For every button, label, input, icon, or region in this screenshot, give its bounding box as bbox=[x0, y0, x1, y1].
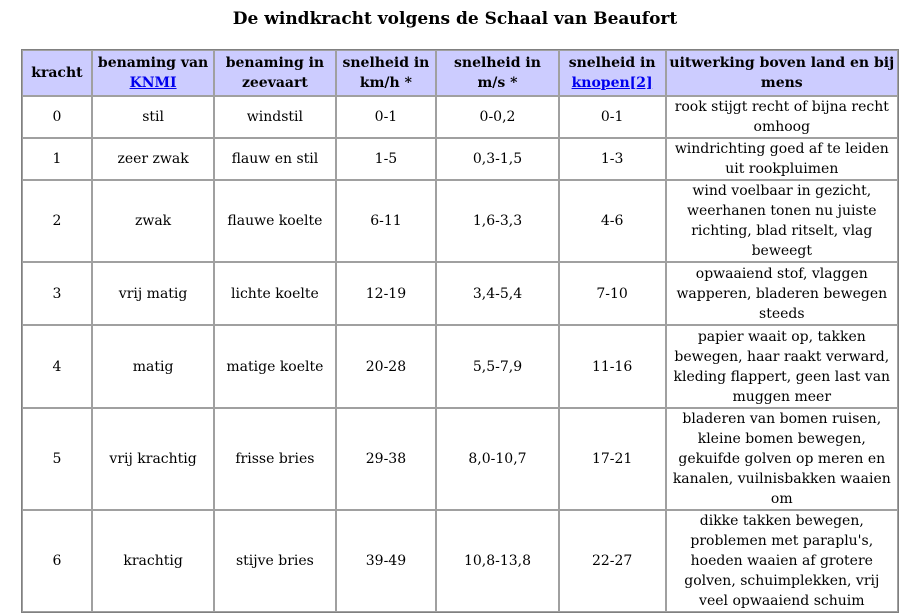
table-row bbox=[22, 325, 898, 408]
cell-kmh: 29-38 bbox=[336, 408, 437, 510]
cell-uitwerking: dikke takken bewegen, problemen met paraplu's, hoeden waaien af grotere golven, schuimplekken, vrij veel opwaaiend schuim bbox=[666, 510, 898, 612]
table-row bbox=[22, 96, 898, 138]
cell-uitwerking: windrichting goed af te leiden uit rookpluimen bbox=[666, 138, 898, 180]
cell-knopen: 22-27 bbox=[559, 510, 666, 612]
cell-knopen: 0-1 bbox=[559, 96, 666, 138]
cell-kmh: 0-1 bbox=[336, 96, 437, 138]
cell-kmh: 1-5 bbox=[336, 138, 437, 180]
cell-knopen: 17-21 bbox=[559, 408, 666, 510]
header-snelheid-knopen-label: snelheid in bbox=[568, 55, 656, 71]
table-caption: De windkracht volgens de Schaal van Beaufort bbox=[232, 9, 678, 29]
header-benaming-knmi bbox=[92, 50, 214, 96]
cell-knopen: 1-3 bbox=[559, 138, 666, 180]
cell-kracht: 5 bbox=[22, 408, 92, 510]
cell-ms: 3,4-5,4 bbox=[436, 262, 558, 325]
cell-kracht: 4 bbox=[22, 325, 92, 408]
cell-zeevaart: flauwe koelte bbox=[214, 180, 335, 262]
cell-ms: 8,0-10,7 bbox=[436, 408, 558, 510]
cell-knmi: krachtig bbox=[92, 510, 214, 612]
cell-kmh: 20-28 bbox=[336, 325, 437, 408]
cell-kracht: 0 bbox=[22, 96, 92, 138]
knopen-link[interactable]: knopen[2] bbox=[571, 75, 653, 91]
table-row bbox=[22, 510, 898, 612]
table-row bbox=[22, 138, 898, 180]
cell-knmi: matig bbox=[92, 325, 214, 408]
cell-knopen: 7-10 bbox=[559, 262, 666, 325]
cell-zeevaart: flauw en stil bbox=[214, 138, 335, 180]
table-row bbox=[22, 180, 898, 262]
cell-uitwerking: bladeren van bomen ruisen, kleine bomen bewegen, gekuifde golven op meren en kanalen, vuilnisbakken waaien om bbox=[666, 408, 898, 510]
table-row bbox=[22, 262, 898, 325]
cell-ms: 10,8-13,8 bbox=[436, 510, 558, 612]
cell-knmi: vrij matig bbox=[92, 262, 214, 325]
cell-ms: 0,3-1,5 bbox=[436, 138, 558, 180]
header-snelheid-knopen bbox=[559, 50, 666, 96]
header-benaming-knmi-label: benaming van bbox=[97, 55, 209, 71]
cell-kracht: 1 bbox=[22, 138, 92, 180]
cell-ms: 0-0,2 bbox=[436, 96, 558, 138]
cell-ms: 5,5-7,9 bbox=[436, 325, 558, 408]
header-row bbox=[22, 50, 898, 96]
cell-knopen: 11-16 bbox=[559, 325, 666, 408]
header-uitwerking: uitwerking boven land en bij mens bbox=[666, 50, 898, 96]
cell-kmh: 6-11 bbox=[336, 180, 437, 262]
beaufort-table bbox=[21, 49, 899, 613]
cell-kracht: 6 bbox=[22, 510, 92, 612]
cell-uitwerking: papier waait op, takken bewegen, haar raakt verward, kleding flappert, geen last van muggen meer bbox=[666, 325, 898, 408]
header-snelheid-kmh: snelheid in km/h * bbox=[336, 50, 437, 96]
cell-knmi: zwak bbox=[92, 180, 214, 262]
knmi-link[interactable]: KNMI bbox=[129, 75, 177, 91]
cell-kracht: 3 bbox=[22, 262, 92, 325]
cell-zeevaart: windstil bbox=[214, 96, 335, 138]
cell-knopen: 4-6 bbox=[559, 180, 666, 262]
cell-zeevaart: frisse bries bbox=[214, 408, 335, 510]
cell-knmi: stil bbox=[92, 96, 214, 138]
cell-knmi: zeer zwak bbox=[92, 138, 214, 180]
cell-kmh: 12-19 bbox=[336, 262, 437, 325]
cell-uitwerking: opwaaiend stof, vlaggen wapperen, bladeren bewegen steeds bbox=[666, 262, 898, 325]
cell-kracht: 2 bbox=[22, 180, 92, 262]
cell-knmi: vrij krachtig bbox=[92, 408, 214, 510]
cell-zeevaart: stijve bries bbox=[214, 510, 335, 612]
cell-kmh: 39-49 bbox=[336, 510, 437, 612]
cell-ms: 1,6-3,3 bbox=[436, 180, 558, 262]
cell-uitwerking: wind voelbaar in gezicht, weerhanen tonen nu juiste richting, blad ritselt, vlag beweegt bbox=[666, 180, 898, 262]
header-benaming-zeevaart: benaming in zeevaart bbox=[214, 50, 335, 96]
header-kracht: kracht bbox=[22, 50, 92, 96]
header-snelheid-ms: snelheid in m/s * bbox=[436, 50, 558, 96]
cell-uitwerking: rook stijgt recht of bijna recht omhoog bbox=[666, 96, 898, 138]
table-row bbox=[22, 408, 898, 510]
cell-zeevaart: matige koelte bbox=[214, 325, 335, 408]
cell-zeevaart: lichte koelte bbox=[214, 262, 335, 325]
